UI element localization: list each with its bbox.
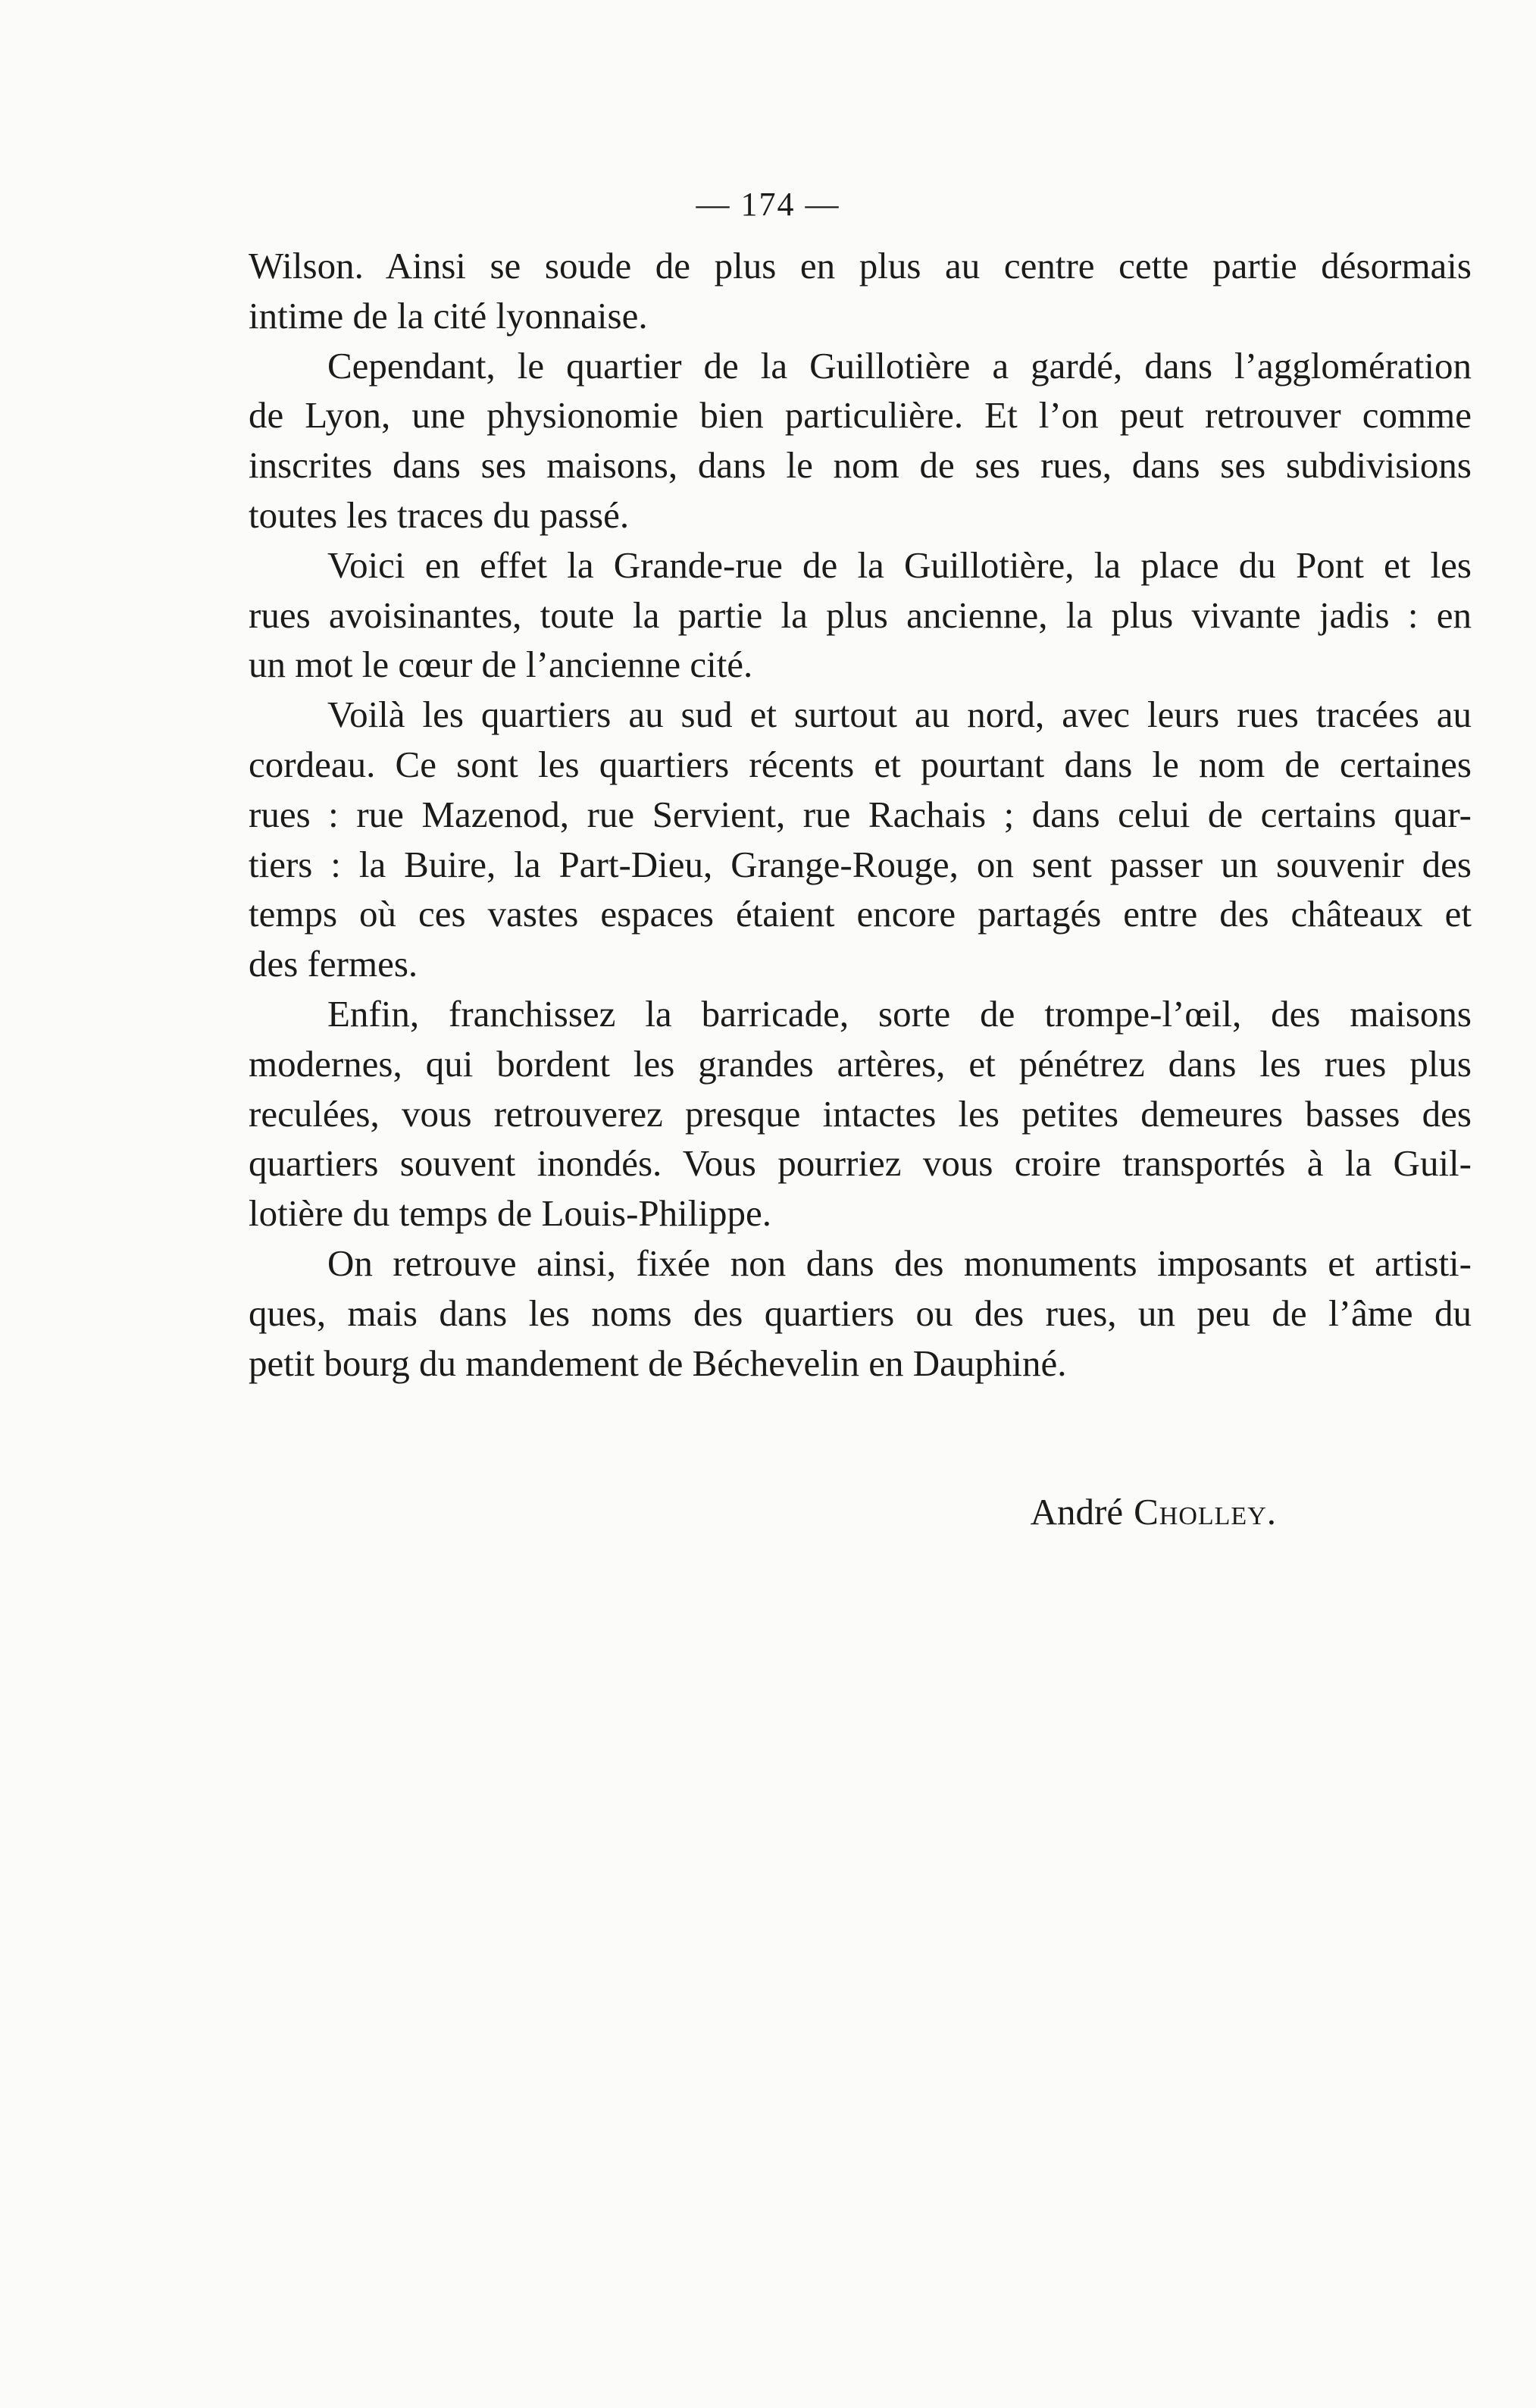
text-line: un mot le cœur de l’ancienne cité.	[249, 643, 753, 686]
paragraph-2	[249, 341, 1472, 540]
text-line: cordeau. Ce sont les quartiers récents et pourtant dans le nom de certaines	[249, 743, 1472, 785]
paragraph-6	[249, 1238, 1472, 1388]
text-line: intime de la cité lyonnaise.	[249, 294, 648, 337]
text-line: inscrites dans ses maisons, dans le nom de ses rues, dans ses subdivisions	[249, 444, 1472, 487]
text-line: reculées, vous retrouverez presque intactes les petites demeures basses des	[249, 1092, 1472, 1135]
text-line: tiers : la Buire, la Part-Dieu, Grange-Rouge, on sent passer un souvenir des	[249, 843, 1472, 885]
text-line: toutes les traces du passé.	[249, 493, 630, 536]
text-line: Cependant, le quartier de la Guillotière a gardé, dans l’agglomération	[327, 344, 1472, 387]
text-line: Enfin, franchissez la barricade, sorte de trompe-l’œil, des maisons	[327, 992, 1472, 1035]
text-line: Voici en effet la Grande-rue de la Guillotière, la place du Pont et les	[327, 543, 1472, 586]
paragraph-3	[249, 540, 1472, 690]
text-line: petit bourg du mandement de Béchevelin en Dauphiné.	[249, 1342, 1067, 1384]
text-line: de Lyon, une physionomie bien particulière. Et l’on peut retrouver comme	[249, 394, 1472, 437]
text-line: rues avoisinantes, toute la partie la plus ancienne, la plus vivante jadis : en	[249, 593, 1472, 636]
author-signature	[1031, 1487, 1277, 1537]
body-text	[249, 241, 1472, 1388]
text-line: lotière du temps de Louis-Philippe.	[249, 1192, 771, 1235]
text-line: On retrouve ainsi, fixée non dans des monuments imposants et artisti-	[327, 1242, 1472, 1284]
paragraph-5	[249, 989, 1472, 1238]
text-line: temps où ces vastes espaces étaient encore partagés entre des châteaux et	[249, 893, 1472, 935]
author-surname: Cholley.	[1134, 1491, 1277, 1533]
text-line: des fermes.	[249, 943, 418, 985]
page-number: — 174 —	[696, 186, 840, 223]
text-line: Wilson. Ainsi se soude de plus en plus au centre cette partie désormais	[249, 245, 1472, 287]
text-line: quartiers souvent inondés. Vous pourriez vous croire transportés à la Guil-	[249, 1142, 1472, 1185]
paragraph-1	[249, 241, 1472, 341]
text-line: modernes, qui bordent les grandes artères, et pénétrez dans les rues plus	[249, 1042, 1472, 1085]
text-line: rues : rue Mazenod, rue Servient, rue Rachais ; dans celui de certains quar-	[249, 793, 1472, 835]
text-line: Voilà les quartiers au sud et surtout au nord, avec leurs rues tracées au	[327, 694, 1472, 736]
author-given-name: André	[1030, 1491, 1124, 1533]
text-line: ques, mais dans les noms des quartiers ou des rues, un peu de l’âme du	[249, 1292, 1472, 1334]
paragraph-4	[249, 690, 1472, 989]
